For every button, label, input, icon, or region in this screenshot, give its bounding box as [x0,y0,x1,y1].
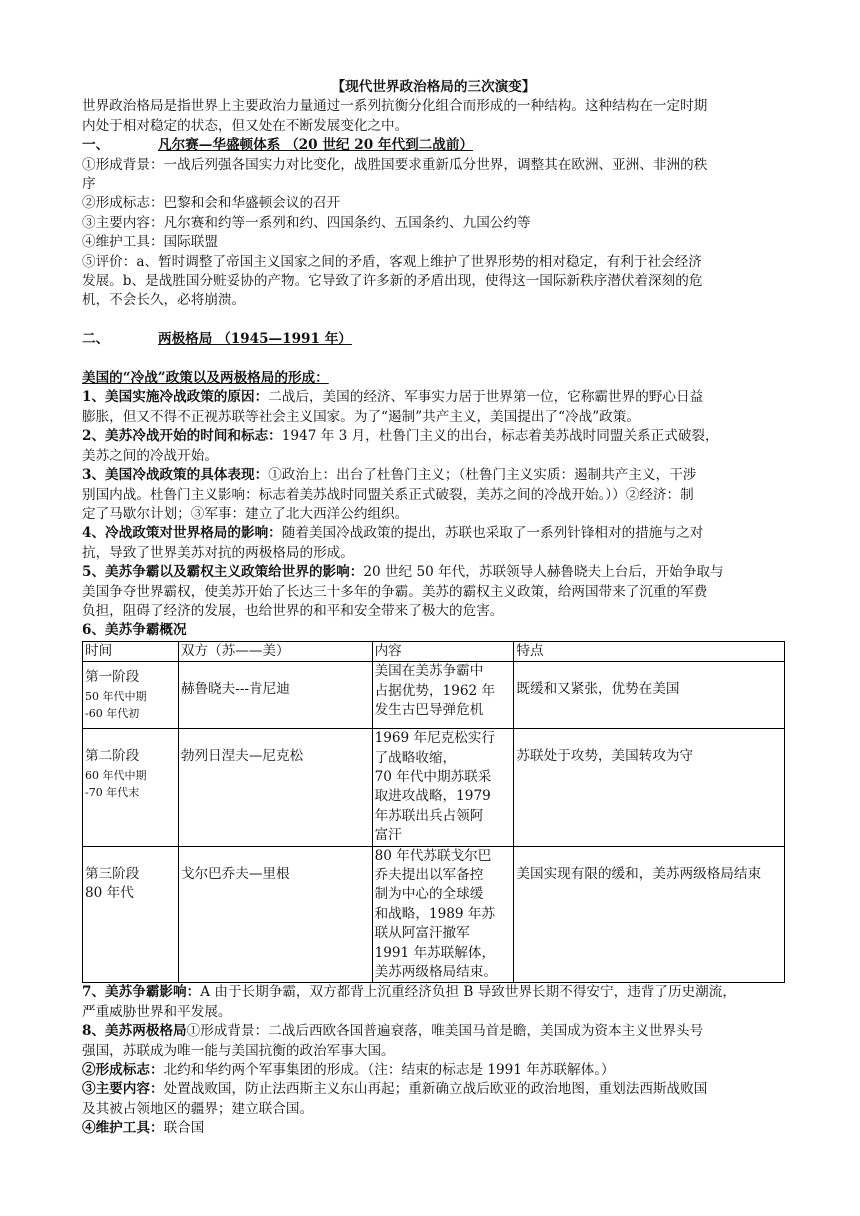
content-line: 取进攻战略，1979 [374,788,491,805]
stage-period: 80 年代 [85,885,134,901]
content-line: 年苏联出兵占领阿 [374,807,484,824]
point-label: 7、美苏争霸影响： [82,984,201,1001]
table-header: 时间 [83,641,179,661]
point-label: 4、冷战政策对世界格局的影响： [82,525,282,542]
section-item: ⑤评价：a、暂时调整了帝国主义国家之间的矛盾，客观上维护了世界形势的相对稳定，有利于社会经济 [82,253,702,270]
feature-cell: 苏联处于攻势，美国转攻为守 [514,729,785,846]
point-text: 定了马歇尔计划；③军事：建立了北大西洋公约组织。 [82,505,409,522]
point-label: ④维护工具： [82,1120,164,1137]
section-number: 二、 [82,331,110,348]
point-text: A 由于长期争霸，双方都背上沉重经济负担 B 导致世界长期不得安宁，违背了历史潮流， [200,984,736,1001]
content-line: 和战略，1989 年苏 [374,905,496,922]
stage-cell [83,846,179,983]
parties-cell: 勃列日涅夫—尼克松 [178,729,372,846]
point-text: 二战后，美国的经济、军事实力居于世界第一位，它称霸世界的野心日益 [268,389,704,406]
point-text: 负担，阻碍了经济的发展，也给世界的和平和安全带来了极大的危害。 [82,602,504,619]
feature-cell: 美国实现有限的缓和，美苏两级格局结束 [514,846,785,983]
content-line: 占据优势，1962 年 [374,682,496,699]
content-cell [372,662,514,729]
content-cell [372,846,514,983]
intro-line: 世界政治格局是指世界上主要政治力量通过一系列抗衡分化组合而形成的一种结构。这种结构在一定时期 [82,98,708,115]
section-title: 凡尔赛—华盛顿体系 （20 世纪 20 年代到二战前） [158,137,474,154]
stage-period: -60 年代初 [85,706,140,720]
content-line: 制为中心的全球缓 [374,886,484,903]
point-text: 膨胀，但又不得不正视苏联等社会主义国家。为了“遏制”共产主义，美国提出了“冷战”政策。 [82,408,640,425]
section-heading [82,136,785,155]
point-text: 1947 年 3 月，杜鲁门主义的出台，标志着美苏战时同盟关系正式破裂， [281,428,719,445]
stage-period: 60 年代中期 [85,768,147,782]
stage-label: 第二阶段 [85,748,140,765]
point-label: 1、美国实施冷战政策的原因： [82,389,269,406]
content-line: 发生古巴导弹危机 [374,701,484,718]
content-line: 80 年代苏联戈尔巴 [374,847,492,864]
content-line: 1969 年尼克松实行 [374,730,496,747]
table-row [83,846,785,983]
section-heading [82,330,785,349]
content-line: 乔夫提出以军备控 [374,867,484,883]
stage-period: -70 年代末 [85,785,140,799]
table-header: 双方（苏——美） [178,641,372,661]
subheading: 美国的“冷战”政策以及两极格局的形成： [82,370,329,387]
stage-cell [83,662,179,729]
point-label: 5、美苏争霸以及霸权主义政策给世界的影响： [82,564,364,581]
content-line: 70 年代中期苏联采 [374,768,492,785]
section-item: 机，不会长久，必将崩溃。 [82,292,246,309]
section-item: 序 [82,176,96,193]
content-line: 1991 年苏联解体， [374,944,496,961]
point-text: ①政治上：出台了杜鲁门主义；（杜鲁门主义实质：遏制共产主义，干涉 [268,467,697,484]
parties-cell: 赫鲁晓夫---肯尼迪 [178,662,372,729]
point-text: 及其被占领地区的疆界；建立联合国。 [82,1100,314,1117]
document-title: 【现代世界政治格局的三次演变】 [331,79,536,95]
content-line: 美苏两级格局结束。 [374,964,497,981]
rivalry-table [82,641,785,984]
point-label: 3、美国冷战政策的具体表现： [82,467,269,484]
table-header-row [83,641,785,661]
table-header: 特点 [514,641,785,661]
point-text: 别国内战。杜鲁门主义影响：标志着美苏战时同盟关系正式破裂，美苏之间的冷战开始。））②经济：制 [82,486,694,503]
point-label: 2、美苏冷战开始的时间和标志： [82,428,282,445]
table-header: 内容 [372,641,514,661]
feature-cell: 既缓和又紧张，优势在美国 [514,662,785,729]
point-text: 随着美国冷战政策的提出，苏联也采取了一系列针锋相对的措施与之对 [281,525,704,542]
stage-label: 第一阶段 [85,669,140,686]
section-item: ③主要内容：凡尔赛和约等一系列和约、四国条约、五国条约、九国公约等 [82,214,531,231]
point-text: 20 世纪 50 年代，苏联领导人赫鲁晓夫上台后，开始争取与 [363,564,724,581]
content-line: 美国在美苏争霸中 [374,663,484,680]
point-text: 美国争夺世界霸权，使美苏开始了长达三十多年的争霸。美苏的霸权主义政策，给两国带来了沉重的军费 [82,583,708,600]
content-line: 富汗 [374,827,402,844]
content-line: 了战略收缩， [374,749,457,766]
section-number: 一、 [82,137,110,154]
table-row [83,662,785,729]
point-text: 强国，苏联成为唯一能与美国抗衡的政治军事大国。 [82,1042,395,1059]
point-text: 北约和华约两个军事集团的形成。（注：结束的标志是 1991 年苏联解体。） [163,1062,615,1079]
content-cell [372,729,514,846]
stage-period: 50 年代中期 [85,689,147,703]
parties-cell: 戈尔巴乔夫—里根 [178,846,372,983]
stage-label: 第三阶段 [85,865,140,882]
document-page [82,78,785,1139]
section-item: ④维护工具：国际联盟 [82,234,218,251]
table-caption: 6、美苏争霸概况 [82,622,187,639]
point-text: 处置战败国，防止法西斯主义东山再起；重新确立战后欧亚的政治地图，重划法西斯战败国 [163,1081,708,1098]
intro-line: 内处于相对稳定的状态，但又处在不断发展变化之中。 [82,117,409,134]
point-text: 抗，导致了世界美苏对抗的两极格局的形成。 [82,544,354,561]
point-label: 8、美苏两极格局 [82,1023,187,1040]
stage-cell [83,729,179,846]
point-label: ②形成标志： [82,1062,164,1079]
point-text: ①形成背景：二战后西欧各国普遍衰落，唯美国马首是瞻，美国成为资本主义世界头号 [186,1023,704,1040]
point-text: 联合国 [163,1120,205,1137]
point-text: 严重威胁世界和平发展。 [82,1003,232,1020]
section-item: 发展。b、是战胜国分赃妥协的产物。它导致了许多新的矛盾出现，使得这一国际新秩序潜伏着深刻的危 [82,273,703,290]
section-title: 两极格局 （1945—1991 年） [158,331,352,348]
point-text: 美苏之间的冷战开始。 [82,447,218,464]
section-item: ①形成背景：一战后列强各国实力对比变化，战胜国要求重新瓜分世界，调整其在欧洲、亚洲、非洲的秩 [82,156,708,173]
point-label: ③主要内容： [82,1081,164,1098]
content-line: 联从阿富汗撤军 [374,925,470,942]
section-item: ②形成标志：巴黎和会和华盛顿会议的召开 [82,195,341,212]
table-row [83,729,785,846]
